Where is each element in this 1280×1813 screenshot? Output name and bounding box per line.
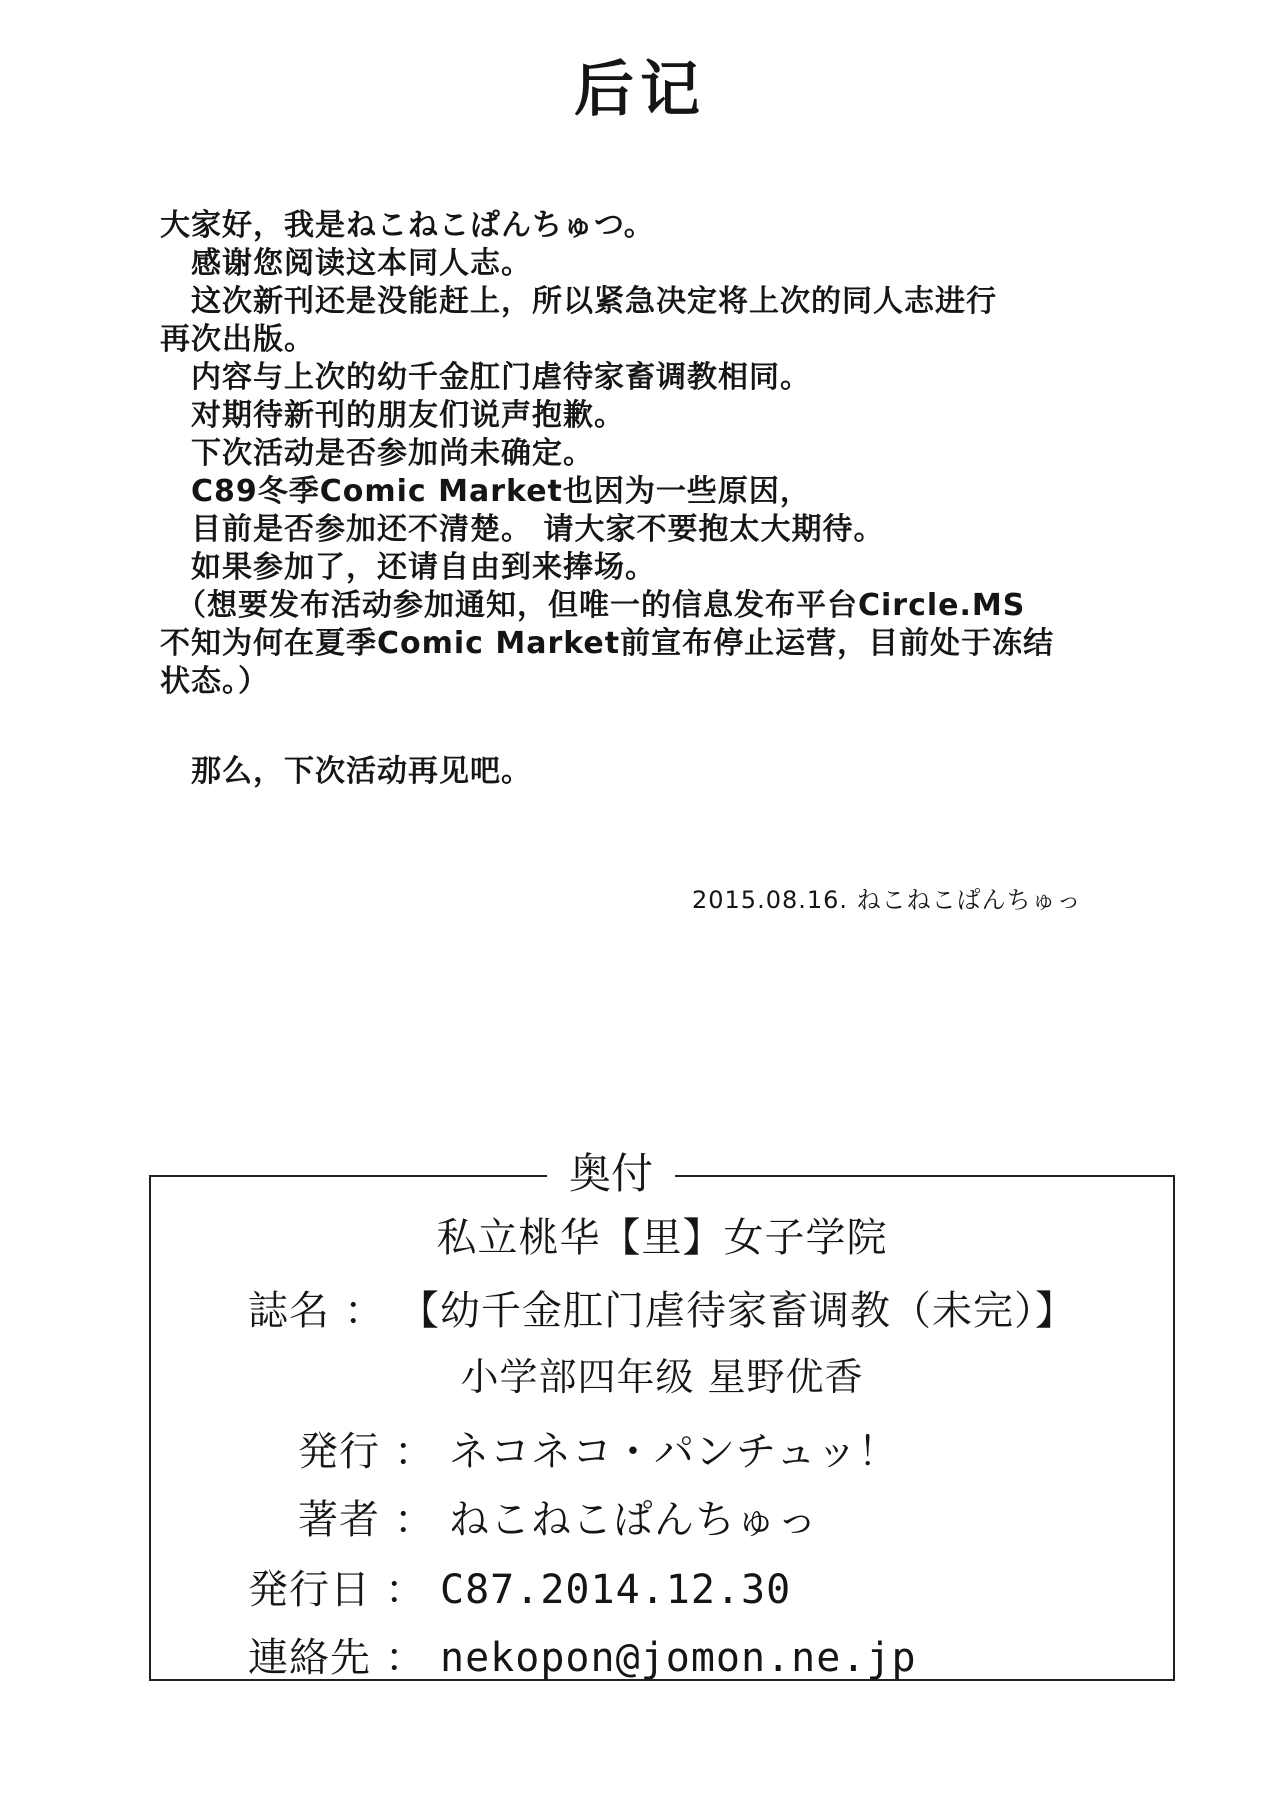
afterword-line: 这次新刊还是没能赶上，所以紧急决定将上次的同人志进行 [160, 284, 997, 319]
afterword-line: 如果参加了，还请自由到来捧场。 [160, 550, 656, 585]
title-label: 誌名 [248, 1288, 330, 1334]
separator: ： [344, 1288, 385, 1334]
date-label: 発行日 [248, 1567, 371, 1613]
contact-label: 連絡先 [248, 1635, 371, 1681]
colophon-publisher-row [298, 1427, 899, 1477]
date-value: C87.2014.12.30 [440, 1567, 792, 1613]
colophon-circle: 私立桃华【里】女子学院 [436, 1215, 888, 1261]
afterword-line: 状态。） [160, 664, 269, 699]
afterword-body [160, 207, 1200, 791]
afterword-line: 不知为何在夏季Comic Market前宣布停止运营，目前处于冻结 [160, 626, 1055, 661]
separator: ： [385, 1635, 426, 1681]
afterword-line: （想要发布活动参加通知，但唯一的信息发布平台Circle.MS [160, 588, 1026, 623]
afterword-line: 对期待新刊的朋友们说声抱歉。 [160, 398, 625, 433]
author-value: ねこねこぱんちゅっ [449, 1497, 818, 1543]
afterword-line: 目前是否参加还不清楚。 请大家不要抱太大期待。 [160, 512, 885, 547]
afterword-line: 下次活动是否参加尚未确定。 [160, 436, 594, 471]
afterword-signature: 2015.08.16. ねこねこぱんちゅっ [692, 886, 1082, 914]
publisher-value: ネコネコ・パンチュッ！ [449, 1429, 899, 1475]
separator: ： [394, 1497, 435, 1543]
page-title: 后记 [574, 55, 706, 125]
colophon-date-row [248, 1565, 791, 1615]
separator: ： [385, 1567, 426, 1613]
colophon-contact-row [248, 1633, 917, 1683]
afterword-line: 大家好，我是ねこねこぱんちゅつ。 [160, 208, 655, 243]
afterword-closing: 那么，下次活动再见吧。 [160, 754, 532, 789]
colophon-author-row [298, 1495, 818, 1545]
colophon-character: 小学部四年级 星野优香 [460, 1355, 864, 1399]
colophon-title-row [248, 1286, 1076, 1336]
separator: ： [394, 1429, 435, 1475]
paragraph-gap [160, 701, 1200, 753]
afterword-line: 内容与上次的幼千金肛门虐待家畜调教相同。 [160, 360, 811, 395]
author-label: 著者 [298, 1497, 380, 1543]
afterword-line: C89冬季Comic Market也因为一些原因， [160, 474, 811, 509]
contact-value: nekopon@jomon.ne.jp [440, 1635, 917, 1681]
afterword-line: 再次出版。 [160, 322, 315, 357]
afterword-line: 感谢您阅读这本同人志。 [160, 246, 532, 281]
publisher-label: 発行 [298, 1429, 380, 1475]
colophon-heading: 奥付 [547, 1146, 675, 1202]
title-value: 【幼千金肛门虐待家畜调教（未完）】 [399, 1288, 1076, 1334]
